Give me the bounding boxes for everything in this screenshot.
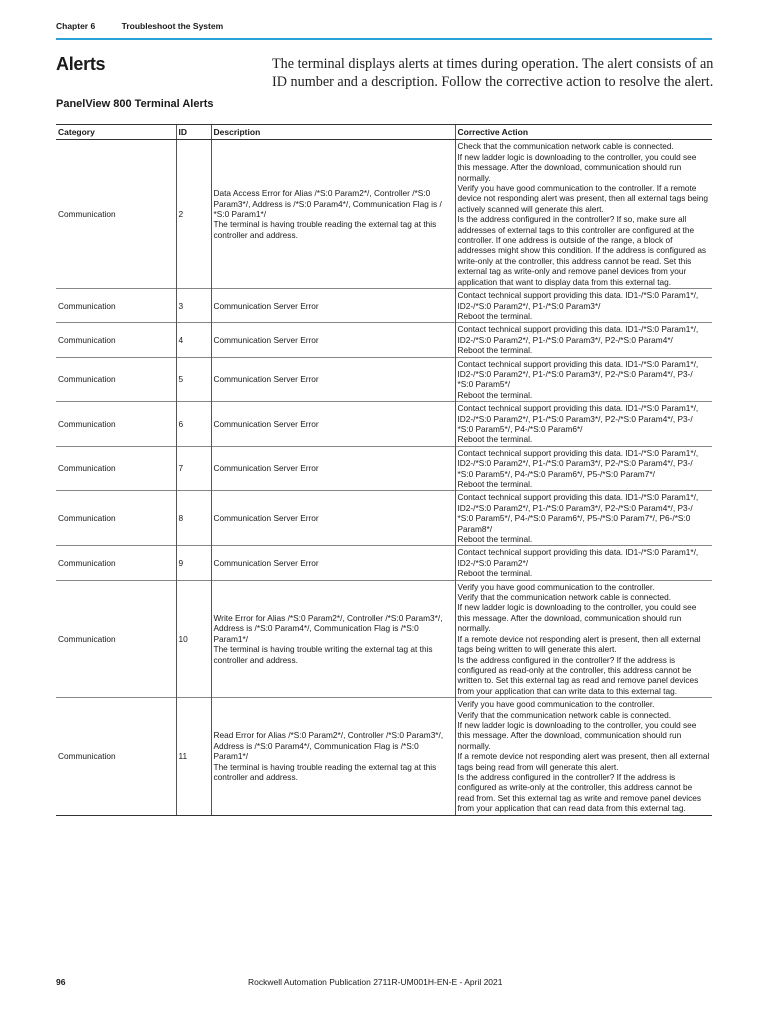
action-cell [455, 446, 712, 491]
category-text: Communication [58, 513, 116, 524]
id-cell [176, 289, 211, 323]
table-title: PanelView 800 Terminal Alerts [56, 98, 214, 110]
action-line: If new ladder logic is downloading to the controller, you could see this message. After the download, communication should run normally. [457, 719, 697, 751]
action-line: Is the address configured in the controller? If the address is configured as write-only at the controller, this address cannot be read from. Set this external tag as write and remove panel devices from your application that can read data from this external tag. [457, 771, 701, 814]
action-line: Contact technical support providing this data. ID1-/*S:0 Param1*/, ID2-/*S:0 Param2*/, P1-/*S:0 Param3*/, P2-/*S:0 Param4*/, P3-/ *S:0 Param5*/ [457, 358, 699, 390]
action-line: Reboot the terminal. [457, 479, 533, 489]
action-cell [455, 698, 712, 815]
description-line: Data Access Error for Alias /*S:0 Param2*/, Controller /*S:0 Param3*/, Address is /*S:0 Param4*/, Communication Flag is / *S:0 Param1*/ [213, 188, 442, 220]
action-cell [455, 289, 712, 323]
section-heading: Alerts [56, 54, 106, 74]
description-cell [211, 580, 455, 697]
action-line: Contact technical support providing this data. ID1-/*S:0 Param1*/, ID2-/*S:0 Param2*/, P1-/*S:0 Param3*/, P2-/*S:0 Param4*/, P3-/ *S:0 Param5*/, P4-/*S:0 Param6*/, P5-/*S:0 Param7*/, P6-/*S:0 Param8*/ [457, 492, 699, 534]
column-header: Corrective Action [455, 125, 712, 140]
description-cell [211, 323, 455, 357]
category-cell [56, 140, 176, 289]
id-text: 10 [178, 633, 188, 644]
description-cell [211, 402, 455, 447]
description-line: Read Error for Alias /*S:0 Param2*/, Controller /*S:0 Param3*/, Address is /*S:0 Param4*/, Communication Flag is /*S:0 Param1*/ [213, 730, 444, 762]
id-cell [176, 357, 211, 402]
chapter-title: Troubleshoot the System [121, 21, 224, 31]
action-line: Contact technical support providing this data. ID1-/*S:0 Param1*/, ID2-/*S:0 Param2*/, P1-/*S:0 Param3*/ [457, 290, 699, 311]
action-line: Contact technical support providing this data. ID1-/*S:0 Param1*/, ID2-/*S:0 Param2*/, P1-/*S:0 Param3*/, P2-/*S:0 Param4*/, P3-/ *S:0 Param5*/, P4-/*S:0 Param6*/, P5-/*S:0 Param7*/ [457, 447, 699, 479]
table-row [56, 546, 712, 580]
action-line: Check that the communication network cable is connected. [457, 141, 674, 152]
table-row [56, 580, 712, 697]
action-line: Contact technical support providing this data. ID1-/*S:0 Param1*/, ID2-/*S:0 Param2*/, P1-/*S:0 Param3*/, P2-/*S:0 Param4*/, P3-/ *S:0 Param5*/, P4-/*S:0 Param6*/ [457, 403, 699, 434]
description-cell [211, 546, 455, 580]
category-cell [56, 446, 176, 491]
table-row [56, 323, 712, 357]
action-line: Verify that the communication network cable is connected. [457, 592, 672, 603]
description-line: The terminal is having trouble writing the external tag at this controller and address. [213, 644, 433, 665]
category-cell [56, 357, 176, 402]
action-line: Verify you have good communication to the controller. [457, 699, 655, 710]
action-line: Contact technical support providing this data. ID1-/*S:0 Param1*/, ID2-/*S:0 Param2*/ [457, 547, 699, 568]
action-cell [455, 323, 712, 357]
action-cell [455, 357, 712, 402]
action-line: Is the address configured in the controller? If so, make sure all addresses of external tags to this controller are configured at the controller. If one address is outside of the range, a block of addresses might show this condition. If the address is configured as write-only at the controller, this address cannot be read. Set this external tag as write-only and remove panel devices from your application that want to display data from this external tag. [457, 214, 707, 287]
action-line: If a remote device not responding alert was present, then all external tags being read from will generate this alert. [457, 751, 710, 772]
action-cell [455, 491, 712, 546]
description-line: The terminal is having trouble reading the external tag at this controller and address. [213, 761, 437, 782]
id-text: 11 [178, 751, 188, 762]
column-header: Category [56, 125, 176, 140]
id-cell [176, 491, 211, 546]
table-row [56, 140, 712, 289]
id-text: 2 [178, 209, 184, 220]
id-text: 8 [178, 513, 184, 524]
description-line: Write Error for Alias /*S:0 Param2*/, Controller /*S:0 Param3*/, Address is /*S:0 Param4*/, Communication Flag is /*S:0 Param1*/ [213, 612, 443, 644]
category-text: Communication [58, 300, 116, 311]
description-cell [211, 357, 455, 402]
id-text: 7 [178, 463, 184, 474]
alerts-table [56, 124, 712, 816]
category-cell [56, 546, 176, 580]
category-text: Communication [58, 418, 116, 429]
action-line: Reboot the terminal. [457, 310, 533, 321]
column-header: ID [176, 125, 211, 140]
column-header: Description [211, 125, 455, 140]
header-rule [56, 38, 712, 40]
description-cell [211, 491, 455, 546]
description-line: Communication Server Error [213, 334, 319, 345]
id-text: 5 [178, 374, 184, 385]
id-text: 6 [178, 418, 184, 429]
id-cell [176, 580, 211, 697]
action-line: Is the address configured in the controller? If the address is configured as read-only at the controller, this address cannot be written to. Set this external tag as read and remove panel devices from your application that can write data to this external tag. [457, 654, 699, 696]
action-line: If a remote device not responding alert is present, then all external tags being written to will generate this alert. [457, 633, 701, 655]
id-cell [176, 698, 211, 815]
chapter-label: Chapter 6 [56, 21, 96, 31]
category-cell [56, 402, 176, 447]
action-line: Reboot the terminal. [457, 345, 533, 356]
action-line: Reboot the terminal. [457, 389, 533, 400]
description-line: The terminal is having trouble reading the external tag at this controller and address. [213, 219, 437, 240]
action-cell [455, 580, 712, 697]
description-cell [211, 289, 455, 323]
action-line: Verify that the communication network cable is connected. [457, 709, 672, 720]
action-cell [455, 402, 712, 447]
description-line: Communication Server Error [213, 513, 319, 524]
action-line: Verify you have good communication to the controller. If a remote device not responding alert was present, then all external tags being actively scanned will generate this alert. [457, 183, 708, 214]
action-line: If new ladder logic is downloading to the controller, you could see this message. After the download, communication should run normally. [457, 151, 697, 183]
id-cell [176, 402, 211, 447]
description-cell [211, 698, 455, 815]
action-cell [455, 140, 712, 289]
category-text: Communication [58, 334, 116, 345]
action-line: Reboot the terminal. [457, 568, 533, 579]
id-text: 4 [178, 334, 184, 345]
table-row [56, 698, 712, 815]
category-text: Communication [58, 633, 116, 644]
description-line: Communication Server Error [213, 418, 319, 429]
category-text: Communication [58, 557, 116, 568]
action-line: Verify you have good communication to the controller. [457, 581, 655, 592]
description-line: Communication Server Error [213, 557, 319, 568]
table-row [56, 289, 712, 323]
action-line: Contact technical support providing this data. ID1-/*S:0 Param1*/, ID2-/*S:0 Param2*/, P1-/*S:0 Param3*/, P2-/*S:0 Param4*/ [457, 324, 699, 345]
action-line: If new ladder logic is downloading to the controller, you could see this message. After the download, communication should run normally. [457, 602, 697, 634]
id-text: 3 [178, 300, 184, 311]
category-cell [56, 491, 176, 546]
category-cell [56, 698, 176, 815]
category-cell [56, 323, 176, 357]
category-text: Communication [58, 209, 116, 220]
id-text: 9 [178, 557, 184, 568]
action-line: Reboot the terminal. [457, 534, 533, 545]
description-cell [211, 446, 455, 491]
table-header-row [56, 125, 712, 140]
id-cell [176, 323, 211, 357]
running-header [56, 21, 223, 31]
table-row [56, 446, 712, 491]
description-line: Communication Server Error [213, 463, 319, 474]
table-row [56, 357, 712, 402]
id-cell [176, 140, 211, 289]
page-number: 96 [56, 977, 66, 987]
category-text: Communication [58, 374, 116, 385]
table-row [56, 491, 712, 546]
action-cell [455, 546, 712, 580]
id-cell [176, 446, 211, 491]
category-cell [56, 289, 176, 323]
intro-paragraph: The terminal displays alerts at times during operation. The alert consists of an ID number and a description. Follow the corrective action to resolve the alert. [272, 56, 714, 90]
publication-info: Rockwell Automation Publication 2711R-UM001H-EN-E - April 2021 [248, 977, 503, 987]
table-row [56, 402, 712, 447]
description-line: Communication Server Error [213, 300, 319, 311]
description-line: Communication Server Error [213, 374, 319, 385]
id-cell [176, 546, 211, 580]
description-cell [211, 140, 455, 289]
action-line: Reboot the terminal. [457, 434, 533, 445]
category-text: Communication [58, 751, 116, 762]
category-text: Communication [58, 463, 116, 474]
category-cell [56, 580, 176, 697]
